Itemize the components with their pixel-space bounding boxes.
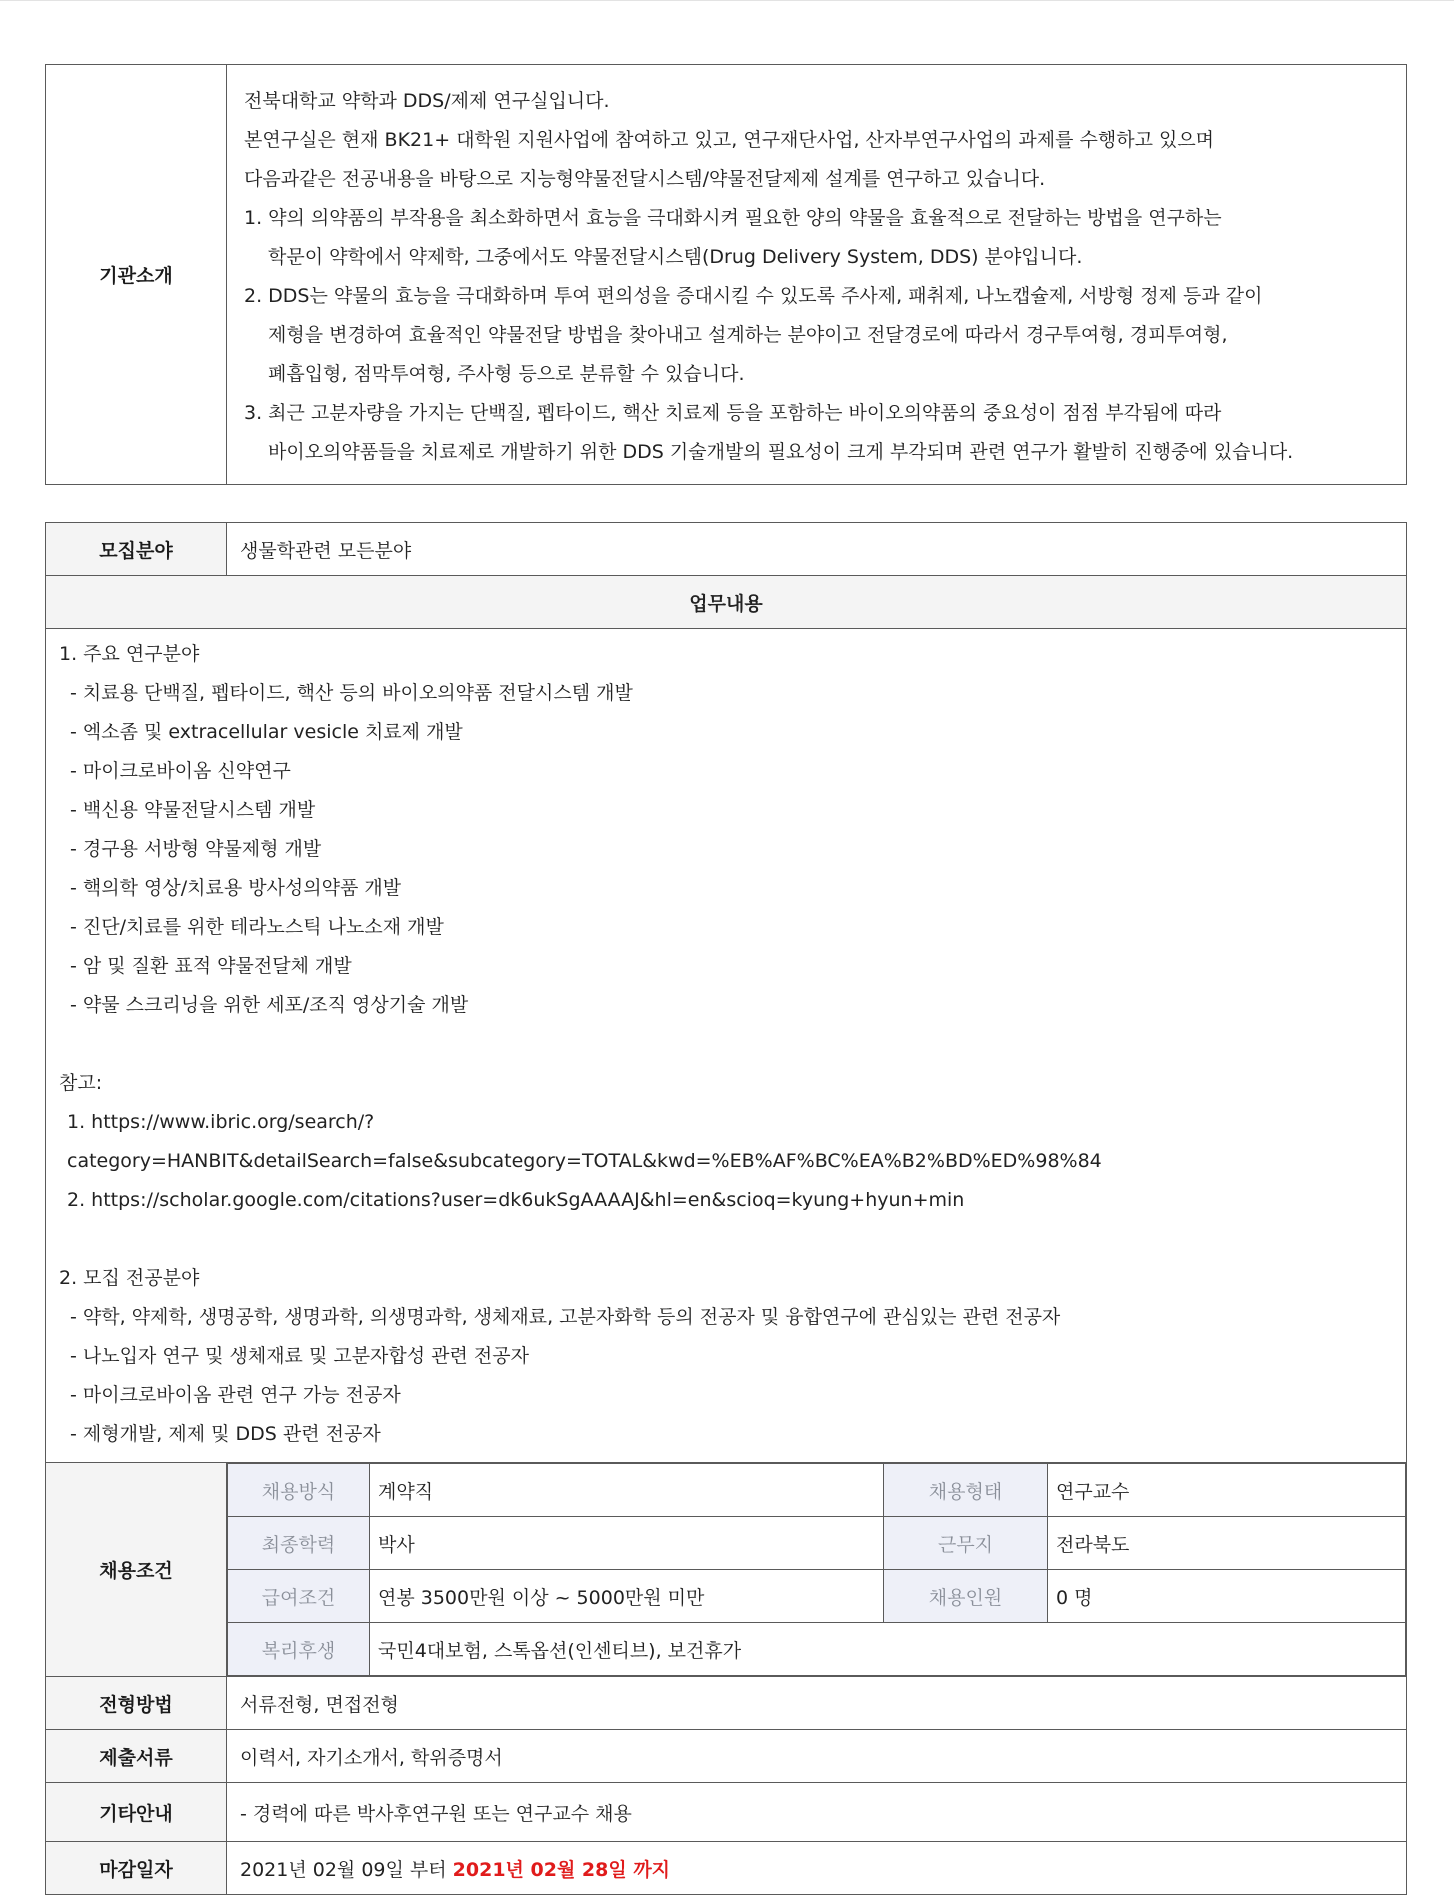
deadline-label: 마감일자: [46, 1842, 227, 1895]
reference-title: 참고:: [59, 1072, 103, 1094]
benefits-value: 국민4대보험, 스톡옵션(인센티브), 보건휴가: [370, 1623, 1406, 1676]
intro-line: 2. DDS는 약물의 효능을 극대화하며 투여 편의성을 증대시킬 수 있도록 주사제, 패취제, 나노캡슐제, 서방형 정제 등과 같이: [244, 285, 1263, 307]
education-label: 최종학력: [228, 1517, 370, 1570]
section1-item: - 마이크로바이옴 신약연구: [70, 760, 291, 782]
section1-item: - 진단/치료를 위한 테라노스틱 나노소재 개발: [70, 916, 444, 938]
benefits-label: 복리후생: [228, 1623, 370, 1676]
spacer: [59, 1220, 1406, 1259]
section1-item: - 백신용 약물전달시스템 개발: [70, 799, 316, 821]
process-label: 전형방법: [46, 1677, 227, 1730]
top-divider: [0, 0, 1454, 1]
section1-item: - 경구용 서방형 약물제형 개발: [70, 838, 322, 860]
section1-item: - 암 및 질환 표적 약물전달체 개발: [70, 955, 352, 977]
section1-item: - 약물 스크리닝을 위한 세포/조직 영상기술 개발: [70, 994, 469, 1016]
intro-line: 3. 최근 고분자량을 가지는 단백질, 펩타이드, 핵산 치료제 등을 포함하는 바이오의약품의 중요성이 점점 부각됨에 따라: [244, 402, 1222, 424]
reference-link[interactable]: 1. https://www.ibric.org/search/?category=HANBIT&detailSearch=false&subcategory=TOTAL&kwd=%EB%AF%BC%EA%B2%BD%ED%98%84: [67, 1111, 1102, 1172]
other-value: - 경력에 따른 박사후연구원 또는 연구교수 채용: [227, 1783, 1407, 1842]
section2-item: - 나노입자 연구 및 생체재료 및 고분자합성 관련 전공자: [70, 1345, 529, 1367]
reference-link[interactable]: 2. https://scholar.google.com/citations?user=dk6ukSgAAAAJ&hl=en&scioq=kyung+hyun+min: [67, 1189, 965, 1211]
intro-line: 다음과같은 전공내용을 바탕으로 지능형약물전달시스템/약물전달제제 설계를 연구하고 있습니다.: [244, 168, 1046, 190]
process-value: 서류전형, 면접전형: [227, 1677, 1407, 1730]
location-value: 전라북도: [1048, 1517, 1406, 1570]
conditions-cell: [227, 1463, 1407, 1677]
section1-item: - 치료용 단백질, 펩타이드, 핵산 등의 바이오의약품 전달시스템 개발: [70, 682, 633, 704]
employment-method-label: 채용방식: [228, 1464, 370, 1517]
deadline-value: [227, 1842, 1407, 1895]
section2-item: - 마이크로바이옴 관련 연구 가능 전공자: [70, 1384, 401, 1406]
salary-value: 연봉 3500만원 이상 ~ 5000만원 미만: [370, 1570, 884, 1623]
intro-table: [45, 64, 1407, 485]
intro-line: 제형을 변경하여 효율적인 약물전달 방법을 찾아내고 설계하는 분야이고 전달경로에 따라서 경구투여형, 경피투여형,: [268, 324, 1228, 346]
intro-line: 1. 약의 의약품의 부작용을 최소화하면서 효능을 극대화시켜 필요한 양의 약물을 효율적으로 전달하는 방법을 연구하는: [244, 207, 1222, 229]
intro-body: [227, 65, 1407, 485]
employment-type-label: 채용형태: [884, 1464, 1048, 1517]
intro-line: 바이오의약품들을 치료제로 개발하기 위한 DDS 기술개발의 필요성이 크게 부각되며 관련 연구가 활발히 진행중에 있습니다.: [268, 441, 1294, 463]
employment-method-value: 계약직: [370, 1464, 884, 1517]
education-value: 박사: [370, 1517, 884, 1570]
location-label: 근무지: [884, 1517, 1048, 1570]
recruit-table: [45, 522, 1407, 1895]
duties-body: [46, 629, 1407, 1463]
headcount-label: 채용인원: [884, 1570, 1048, 1623]
section2-item: - 제형개발, 제제 및 DDS 관련 전공자: [70, 1423, 381, 1445]
conditions-grid: [227, 1463, 1406, 1676]
other-label: 기타안내: [46, 1783, 227, 1842]
section1-item: - 엑소좀 및 extracellular vesicle 치료제 개발: [70, 721, 463, 743]
documents-value: 이력서, 자기소개서, 학위증명서: [227, 1730, 1407, 1783]
intro-label: 기관소개: [46, 65, 227, 485]
spacer: [59, 1025, 1406, 1064]
headcount-value: 0 명: [1048, 1570, 1406, 1623]
employment-type-value: 연구교수: [1048, 1464, 1406, 1517]
deadline-end: 2021년 02월 28일 까지: [452, 1858, 671, 1881]
section2-title: 2. 모집 전공분야: [59, 1267, 200, 1289]
section1-title: 1. 주요 연구분야: [59, 643, 200, 665]
intro-line: 전북대학교 약학과 DDS/제제 연구실입니다.: [244, 90, 610, 112]
section1-item: - 핵의학 영상/치료용 방사성의약품 개발: [70, 877, 402, 899]
documents-label: 제출서류: [46, 1730, 227, 1783]
duties-header: 업무내용: [46, 576, 1407, 629]
deadline-start: 2021년 02월 09일 부터: [240, 1858, 447, 1881]
field-value: 생물학관련 모든분야: [227, 523, 1407, 576]
field-label: 모집분야: [46, 523, 227, 576]
salary-label: 급여조건: [228, 1570, 370, 1623]
section2-item: - 약학, 약제학, 생명공학, 생명과학, 의생명과학, 생체재료, 고분자화학 등의 전공자 및 융합연구에 관심있는 관련 전공자: [70, 1306, 1061, 1328]
intro-line: 폐흡입형, 점막투여형, 주사형 등으로 분류할 수 있습니다.: [268, 363, 745, 385]
intro-line: 학문이 약학에서 약제학, 그중에서도 약물전달시스템(Drug Delivery System, DDS) 분야입니다.: [268, 246, 1083, 268]
intro-line: 본연구실은 현재 BK21+ 대학원 지원사업에 참여하고 있고, 연구재단사업, 산자부연구사업의 과제를 수행하고 있으며: [244, 129, 1215, 151]
conditions-label: 채용조건: [46, 1463, 227, 1677]
